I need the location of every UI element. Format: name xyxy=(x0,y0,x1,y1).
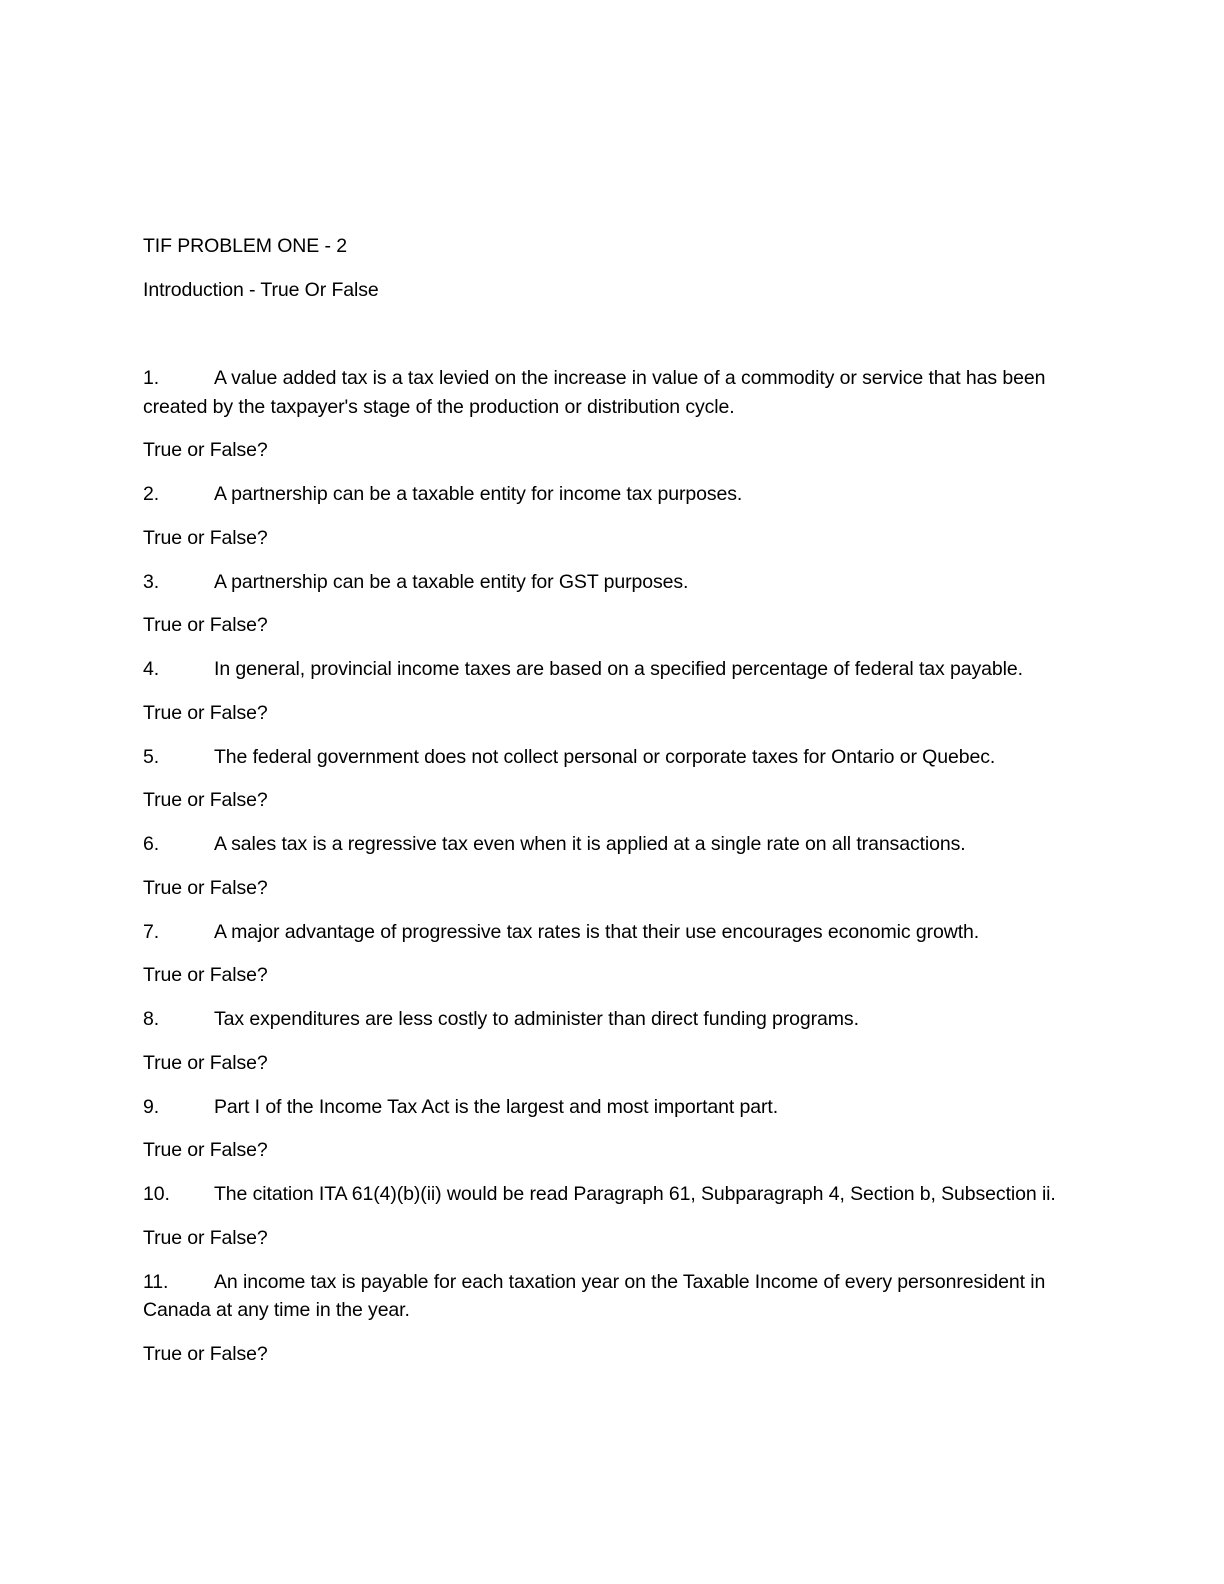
question-statement xyxy=(143,364,1078,421)
question-text: An income tax is payable for each taxation year on the Taxable Income of every personresident in Canada at any time in the year. xyxy=(143,1270,1046,1321)
question-item-11 xyxy=(143,1268,1078,1368)
true-false-prompt: True or False? xyxy=(143,1051,268,1074)
true-false-prompt: True or False? xyxy=(143,526,268,549)
question-number: 9. xyxy=(143,1095,160,1118)
question-text: A sales tax is a regressive tax even when it is applied at a single rate on all transactions. xyxy=(214,833,966,855)
question-item-7 xyxy=(143,918,1078,990)
question-item-10 xyxy=(143,1180,1078,1252)
question-item-1 xyxy=(143,364,1078,464)
true-false-prompt: True or False? xyxy=(143,964,268,986)
question-item-5 xyxy=(143,743,1078,815)
true-false-prompt: True or False? xyxy=(143,1226,268,1249)
true-false-prompt: True or False? xyxy=(143,1342,268,1365)
question-number: 3. xyxy=(143,570,160,593)
question-text: The citation ITA 61(4)(b)(ii) would be read Paragraph 61, Subparagraph 4, Section b, Subsection ii. xyxy=(214,1183,1056,1205)
true-false-prompt: True or False? xyxy=(143,1139,268,1161)
question-statement xyxy=(143,1268,1078,1325)
true-false-prompt: True or False? xyxy=(143,876,268,899)
question-text: Tax expenditures are less costly to administer than direct funding programs. xyxy=(214,1008,859,1030)
question-text: The federal government does not collect personal or corporate taxes for Ontario or Quebec. xyxy=(214,745,996,768)
question-statement xyxy=(143,743,1078,772)
true-false-prompt: True or False? xyxy=(143,614,268,636)
question-text: A major advantage of progressive tax rates is that their use encourages economic growth. xyxy=(214,920,980,943)
question-item-3 xyxy=(143,568,1078,640)
question-statement xyxy=(143,1005,1078,1034)
question-text: A partnership can be a taxable entity for income tax purposes. xyxy=(214,483,743,505)
question-list xyxy=(143,364,1078,1368)
question-number: 1. xyxy=(143,367,160,389)
question-statement xyxy=(143,1093,1078,1122)
question-statement xyxy=(143,830,1078,859)
question-item-2 xyxy=(143,480,1078,552)
question-statement xyxy=(143,568,1078,597)
question-number: 7. xyxy=(143,920,160,943)
question-number: 5. xyxy=(143,745,160,768)
question-number: 4. xyxy=(143,658,160,680)
question-text: In general, provincial income taxes are based on a specified percentage of federal tax payable. xyxy=(214,658,1023,680)
document-title: TIF PROBLEM ONE - 2 xyxy=(143,235,347,257)
question-item-4 xyxy=(143,655,1078,727)
document-subtitle: Introduction - True Or False xyxy=(143,279,379,301)
question-statement xyxy=(143,480,1078,509)
question-number: 2. xyxy=(143,483,160,505)
true-false-prompt: True or False? xyxy=(143,701,268,724)
question-statement xyxy=(143,918,1078,947)
question-text: A value added tax is a tax levied on the increase in value of a commodity or service that has been created by the taxpayer's stage of the production or distribution cycle. xyxy=(143,367,1046,418)
question-statement xyxy=(143,655,1078,684)
true-false-prompt: True or False? xyxy=(143,439,268,461)
question-item-8 xyxy=(143,1005,1078,1077)
question-number: 6. xyxy=(143,833,160,855)
question-number: 11. xyxy=(143,1270,169,1293)
question-item-6 xyxy=(143,830,1078,902)
question-text: A partnership can be a taxable entity for GST purposes. xyxy=(214,570,689,593)
question-item-9 xyxy=(143,1093,1078,1165)
question-statement xyxy=(143,1180,1078,1209)
question-number: 10. xyxy=(143,1183,170,1205)
question-text: Part I of the Income Tax Act is the largest and most important part. xyxy=(214,1095,779,1118)
question-number: 8. xyxy=(143,1008,160,1030)
true-false-prompt: True or False? xyxy=(143,789,268,811)
document-page xyxy=(143,232,1078,1368)
